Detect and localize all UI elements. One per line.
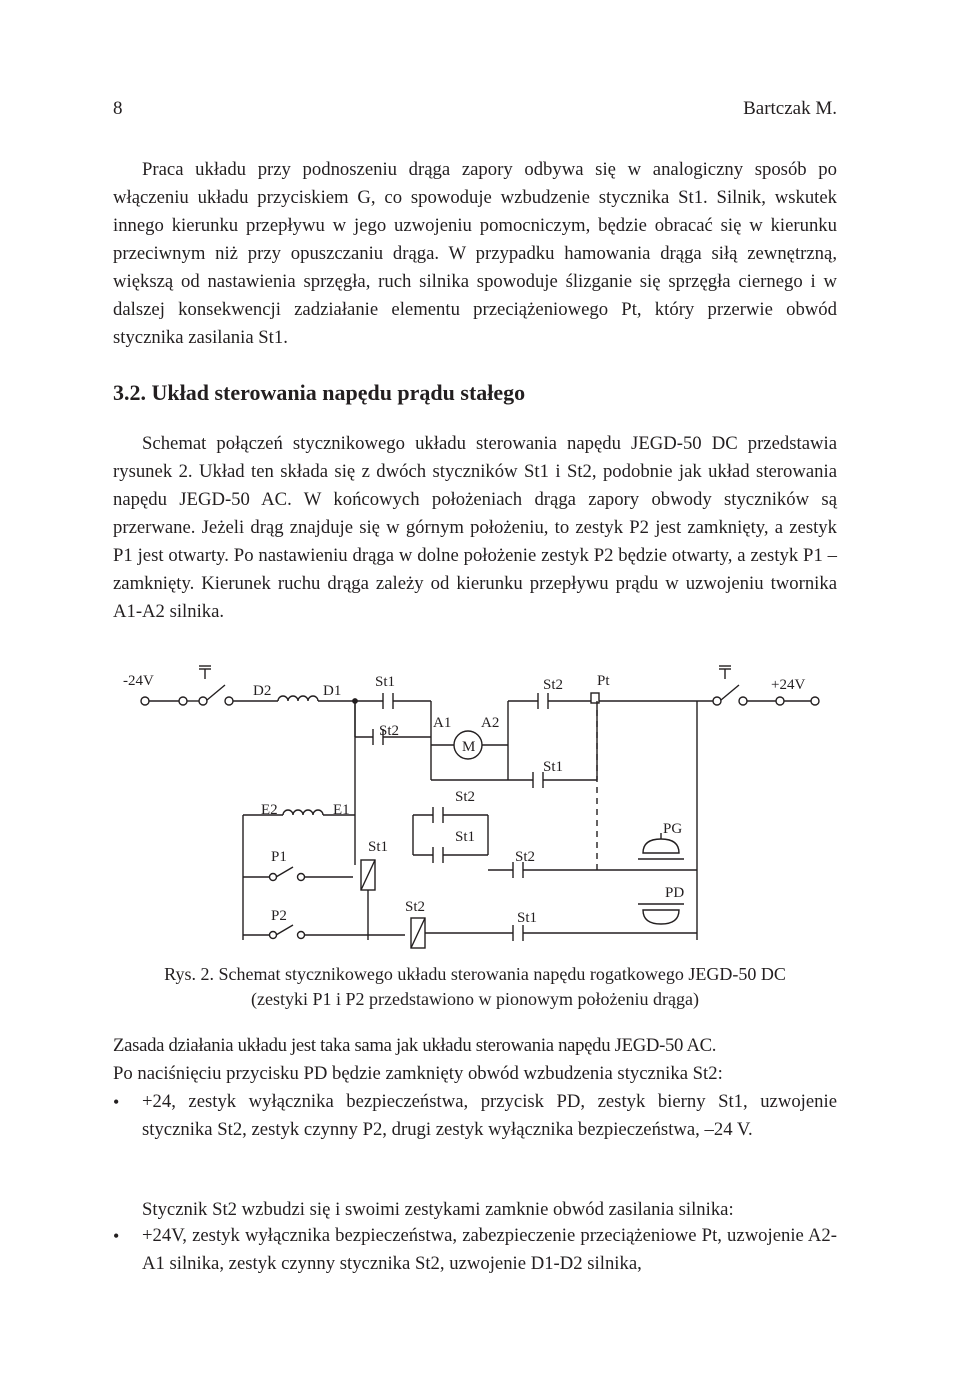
label-st1-top: St1: [375, 674, 396, 690]
figure-caption: [113, 962, 837, 1012]
page-number: 8: [113, 98, 123, 119]
label-st1-bottom: St1: [517, 910, 538, 926]
section-heading: 3.2. Układ sterowania napędu prądu stałego: [113, 380, 526, 405]
paragraph-st2-excite: Stycznik St2 wzbudzi się i swoimi zestykami zamknie obwód zasilania silnika:: [142, 1199, 734, 1220]
running-header: [113, 98, 837, 124]
principle-line-1: Zasada działania układu jest taka sama jak układu sterowania napędu JEGD-50 AC.: [113, 1035, 717, 1056]
bullet-symbol: •: [113, 1226, 120, 1246]
pd-button: [643, 910, 679, 924]
label-motor: M: [462, 739, 476, 755]
author-name: Bartczak M.: [743, 98, 837, 119]
label-pd: PD: [665, 885, 685, 901]
label-e2: E2: [261, 802, 278, 818]
label-st2-coil: St2: [405, 899, 426, 915]
e-winding: [283, 810, 323, 815]
label-e1: E1: [333, 802, 350, 818]
label-minus24: -24V: [123, 673, 154, 689]
caption-line-1: Rys. 2. Schemat stycznikowego układu sterowania napędu rogatkowego JEGD-50 DC: [164, 964, 786, 984]
label-a1: A1: [433, 715, 452, 731]
principle-line-2: Po naciśnięciu przycisku PD będzie zamknięty obwód wzbudzenia stycznika St2:: [113, 1063, 723, 1084]
terminal-plus24: [811, 697, 819, 705]
label-a2: A2: [481, 715, 500, 731]
label-st1-coil: St1: [368, 839, 389, 855]
circuit-diagram: [113, 655, 837, 960]
pg-button: [643, 839, 679, 853]
label-d1: D1: [323, 683, 342, 699]
bullet-text: +24V, zestyk wyłącznika bezpieczeństwa, zabezpieczenie przeciążeniowe Pt, uzwojenie A2-A1 silnika, zestyk czynny stycznika St2, uzwojenie D1-D2 silnika,: [142, 1225, 837, 1274]
label-plus24: +24V: [771, 677, 806, 693]
bullet-text: +24, zestyk wyłącznika bezpieczeństwa, przycisk PD, zestyk bierny St1, uzwojenie stycznika St2, zestyk czynny P2, drugi zestyk wyłącznika bezpieczeństwa, –24 V.: [142, 1091, 837, 1140]
paragraph-lifting-operation: Praca układu przy podnoszeniu drąga zapory odbywa się w analogiczny sposób po włączeniu układu przyciskiem G, co spowoduje wzbudzenie stycznika St1. Silnik, wskutek innego kierunku przepływu w jego uzwojeniu pomocniczym, będzie obracać się w kierunku przeciwnym niż przy opuszczaniu drąga. W przypadku hamowania drąga siłą zewnętrzną, większą od nastawienia sprzęgła, ruch silnika spowoduje ślizganie się sprzęgła ciernego i w dalszej konsekwencji zadziałanie elementu przeciążeniowego Pt, który przerwie obwód stycznika zasilania St1.: [113, 159, 837, 348]
label-d2: D2: [253, 683, 272, 699]
terminal-minus24: [141, 697, 149, 705]
caption-line-2: (zestyki P1 i P2 przedstawiono w pionowym położeniu drąga): [251, 989, 699, 1009]
label-st2-mid: St2: [455, 789, 476, 805]
label-pg: PG: [663, 821, 683, 837]
label-st2-right-mid: St2: [515, 849, 536, 865]
paragraph-principle: [113, 1032, 837, 1088]
d-winding: [278, 696, 318, 701]
label-st1-mid: St1: [455, 829, 476, 845]
label-st2-top: St2: [543, 677, 564, 693]
label-st1-right: St1: [543, 759, 564, 775]
paragraph-dc-control-intro: Schemat połączeń stycznikowego układu sterowania napędu JEGD-50 DC przedstawia rysunek 2. Układ ten składa się z dwóch styczników St1 i St2, podobnie jak układ sterowania napędu JEGD-50 AC. W końcowych położeniach drąga zapory obwody styczników są przerwane. Jeżeli drąg znajduje się w górnym położeniu, to zestyk P2 jest zamknięty, a zestyk P1 jest otwarty. Po nastawieniu drąga w dolne położenie zestyk P2 będzie otwarty, a zestyk P1 – zamknięty. Kierunek ruchu drąga zależy od kierunku przepływu prądu w uzwojeniu twornika A1-A2 silnika.: [113, 433, 837, 622]
label-pt: Pt: [597, 673, 610, 689]
label-p1: P1: [271, 849, 287, 865]
label-p2: P2: [271, 908, 287, 924]
label-st2-left: St2: [379, 723, 400, 739]
bullet-symbol: •: [113, 1092, 120, 1112]
